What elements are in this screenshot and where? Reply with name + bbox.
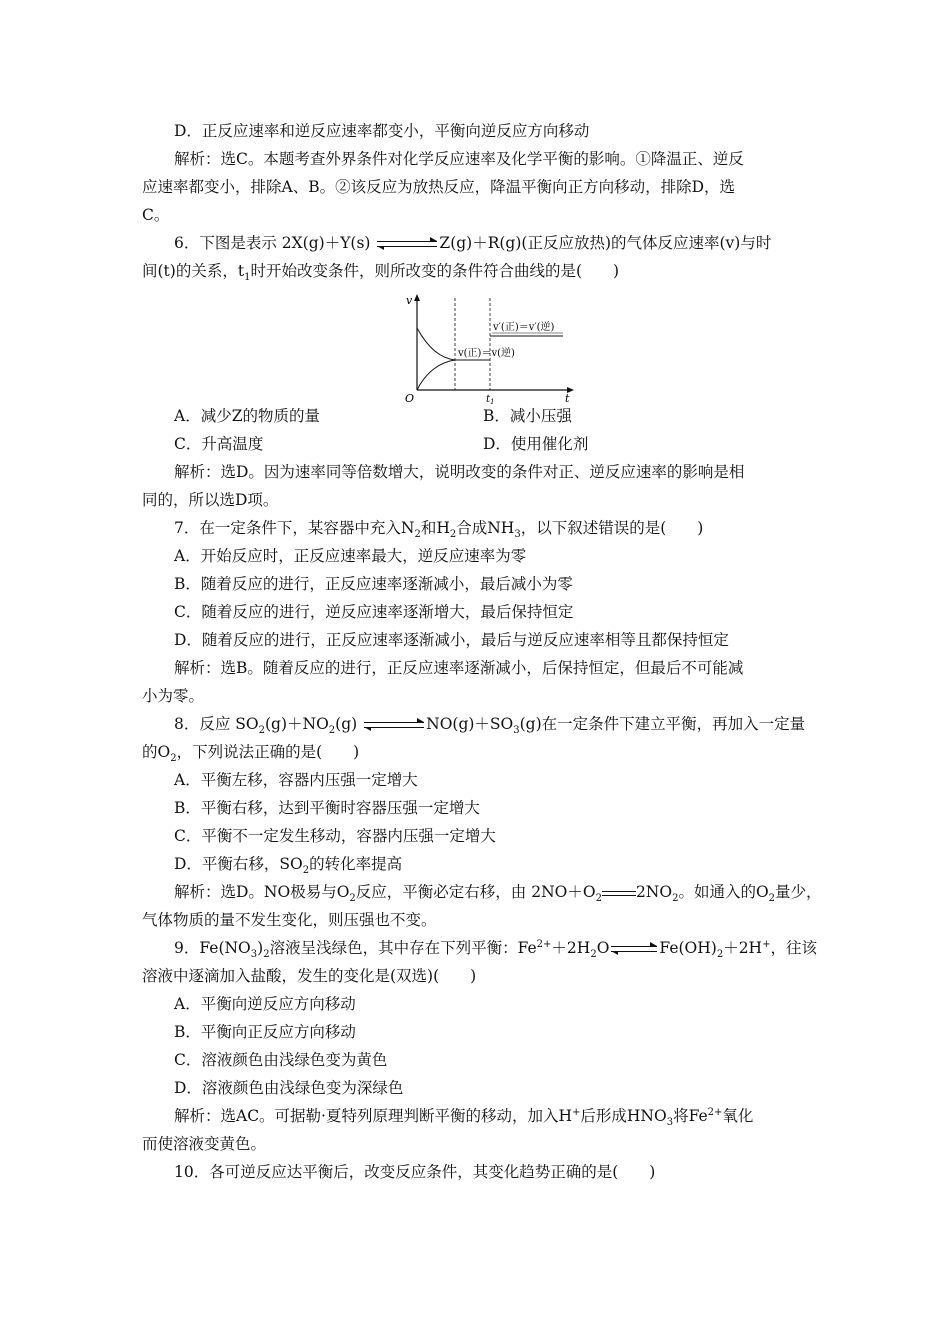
q9-answer: 解析：选AC。可据勒·夏特列原理判断平衡的移动，加入H+后形成$HNO_3$将$Fe^{2+}$氧化 <box>174 1106 754 1129</box>
q6-option-b: B．减小压强 <box>483 407 572 425</box>
q9-option-d: D．溶液颜色由浅绿色变为深绿色 <box>174 1079 404 1097</box>
q6-stem: 6．下图是表示 2X(g)＋Y(s) Z(g)＋R(g)(正反应放热)的气体反应速率(v)与时 <box>174 234 772 252</box>
q5-answer: 解析：选C。本题考查外界条件对化学反应速率及化学平衡的影响。①降温正、逆反 <box>174 150 744 168</box>
q7-option-a: A．开始反应时，正反应速率最大，逆反应速率为零 <box>174 547 527 565</box>
t1-label: $t_1$ <box>486 394 495 404</box>
equilibrium-arrow-icon <box>364 718 424 732</box>
q10-stem: 10．各可逆反应达平衡后，改变反应条件，其变化趋势正确的是( ) <box>174 1163 656 1181</box>
q6-stem-cont: 间(t)的关系，$t_1$时开始改变条件，则所改变的条件符合曲线的是( ) <box>142 262 620 284</box>
q7-option-b: B．随着反应的进行，正反应速率逐渐减小，最后减小为零 <box>174 575 573 593</box>
q5-option-d: D．正反应速率和逆反应速率都变小，平衡向逆反应方向移动 <box>174 122 590 140</box>
q6-option-c: C．升高温度 <box>174 435 264 453</box>
q8-option-b: B．平衡右移，达到平衡时容器压强一定增大 <box>174 799 480 817</box>
q6-answer: 解析：选D。因为速率同等倍数增大，说明改变的条件对正、逆反应速率的影响是相 <box>174 463 745 481</box>
lower-rate-label: v(正)＝v(逆) <box>458 348 515 359</box>
y-axis-label: v <box>406 294 413 307</box>
q7-option-d: D．随着反应的进行，正反应速率逐渐减小，最后与逆反应速率相等且都保持恒定 <box>174 631 729 649</box>
equilibrium-arrow-icon <box>611 942 657 956</box>
q9-stem: 9．$Fe(NO_3)_2$溶液呈浅绿色，其中存在下列平衡：$Fe^{2+}+2H_2O$ $Fe(OH)_2+2H^+$，往该 <box>174 938 817 961</box>
q6-option-d: D．使用催化剂 <box>483 435 589 453</box>
q7-answer: 解析：选B。随着反应的进行，正反应速率逐渐减小，后保持恒定，但最后不可能减 <box>174 659 744 677</box>
q8-answer-cont: 气体物质的量不发生变化，则压强也不变。 <box>142 911 437 929</box>
rate-time-graph <box>400 292 580 404</box>
x-axis-label: t <box>565 392 570 404</box>
origin-label: O <box>405 392 415 404</box>
q7-stem: 7．在一定条件下，某容器中充入$N_2$和$H_2$合成$NH_3$，以下叙述错误的是( ) <box>174 519 704 541</box>
q6-option-a: A．减少Z的物质的量 <box>174 407 320 425</box>
q9-answer-cont: 而使溶液变黄色。 <box>142 1135 267 1153</box>
upper-rate-label: v′(正)＝v′(逆) <box>493 322 555 333</box>
q8-option-d: D．平衡右移，$SO_2$的转化率提高 <box>174 855 403 877</box>
q5-answer-cont2: C。 <box>142 206 170 224</box>
q9-stem-cont: 溶液中逐滴加入盐酸，发生的变化是(双选)( ) <box>142 967 477 985</box>
q7-option-c: C．随着反应的进行，逆反应速率逐渐增大，最后保持恒定 <box>174 603 574 621</box>
q8-answer: 解析：选D。NO极易与$O_2$反应，平衡必定右移，由 $2NO+O_2$ $2NO_2$。如通入的$O_2$量少， <box>174 883 822 905</box>
q9-option-c: C．溶液颜色由浅绿色变为黄色 <box>174 1051 388 1069</box>
q5-answer-cont: 应速率都变小，排除A、B。②该反应为放热反应，降温平衡向正方向移动，排除D，选 <box>142 178 736 196</box>
q8-stem-cont: 的$O_2$，下列说法正确的是( ) <box>142 743 360 765</box>
q9-option-a: A．平衡向逆反应方向移动 <box>174 995 356 1013</box>
q8-stem: 8．反应 $SO_2(g)+NO_2(g)$ $NO(g)+SO_3(g)$在一定条件下建立平衡，再加入一定量 <box>174 715 806 737</box>
q6-answer-cont: 同的，所以选D项。 <box>142 491 279 509</box>
q8-option-c: C．平衡不一定发生移动，容器内压强一定增大 <box>174 827 496 845</box>
q9-option-b: B．平衡向正反应方向移动 <box>174 1023 356 1041</box>
equilibrium-arrow-icon <box>377 237 437 251</box>
q7-answer-cont: 小为零。 <box>142 687 205 705</box>
q8-option-a: A．平衡左移，容器内压强一定增大 <box>174 771 418 789</box>
double-line-equals-icon <box>602 888 636 898</box>
